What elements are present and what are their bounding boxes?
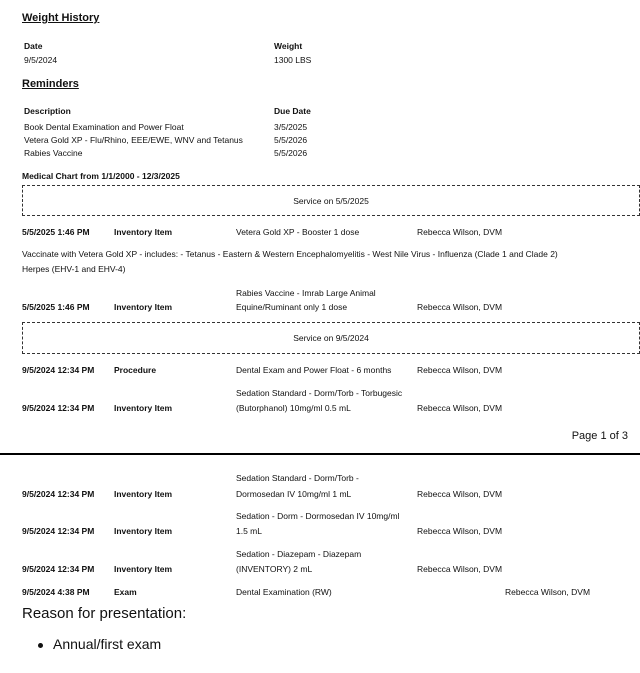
reminders-title: Reminders (22, 78, 79, 90)
entry-description: Dormosedan IV 10mg/ml 1 mL (236, 489, 352, 499)
entry-description: 1.5 mL (236, 526, 262, 536)
entry-datetime: 9/5/2024 12:34 PM (22, 365, 95, 375)
service-header (22, 322, 640, 354)
entry-description: Dental Examination (RW) (236, 587, 332, 597)
reminder-due: 5/5/2026 (274, 135, 308, 145)
weight-date-value: 9/5/2024 (24, 55, 58, 65)
reminder-description: Rabies Vaccine (24, 148, 83, 158)
entry-note: Vaccinate with Vetera Gold XP - includes: - Tetanus - Eastern & Western Encephalomyelitis - West Nile Virus - Influenza (Clade 1 and Clade 2) (22, 249, 558, 259)
entry-note: Herpes (EHV-1 and EHV-4) (22, 264, 126, 274)
entry-type: Exam (114, 587, 137, 597)
service-header (22, 185, 640, 216)
entry-datetime: 5/5/2025 1:46 PM (22, 227, 90, 237)
entry-provider: Rebecca Wilson, DVM (417, 526, 503, 536)
entry-datetime: 9/5/2024 12:34 PM (22, 526, 95, 536)
reminders-description-header: Description (24, 106, 71, 116)
service-label: Service on 5/5/2025 (293, 195, 369, 206)
entry-provider: Rebecca Wilson, DVM (417, 489, 503, 499)
reason-item-label: Annual/first exam (53, 636, 162, 652)
entry-type: Inventory Item (114, 526, 173, 536)
entry-description: Rabies Vaccine - Imrab Large Animal (236, 288, 376, 298)
reminder-description: Vetera Gold XP - Flu/Rhino, EEE/EWE, WNV and Tetanus (24, 135, 243, 145)
entry-provider: Rebecca Wilson, DVM (417, 403, 503, 413)
entry-description: Vetera Gold XP - Booster 1 dose (236, 227, 360, 237)
entry-datetime: 9/5/2024 4:38 PM (22, 587, 90, 597)
service-label: Service on 9/5/2024 (293, 333, 369, 343)
entry-datetime: 9/5/2024 12:34 PM (22, 564, 95, 574)
reason-heading: Reason for presentation: (22, 605, 187, 622)
reminder-due: 3/5/2025 (274, 122, 308, 132)
medical-chart-title: Medical Chart from 1/1/2000 - 12/3/2025 (22, 171, 180, 181)
entry-provider: Rebecca Wilson, DVM (505, 587, 591, 597)
entry-description: Sedation - Diazepam - Diazepam (236, 549, 362, 559)
entry-description: (INVENTORY) 2 mL (236, 564, 313, 574)
reminder-due: 5/5/2026 (274, 148, 308, 158)
entry-datetime: 5/5/2025 1:46 PM (22, 302, 90, 312)
entry-type: Procedure (114, 365, 157, 375)
entry-description: Sedation Standard - Dorm/Torb - (236, 473, 359, 483)
entry-provider: Rebecca Wilson, DVM (417, 564, 503, 574)
entry-type: Inventory Item (114, 227, 173, 237)
entry-description: Equine/Ruminant only 1 dose (236, 302, 348, 312)
entry-type: Inventory Item (114, 564, 173, 574)
reminder-description: Book Dental Examination and Power Float (24, 122, 184, 132)
entry-datetime: 9/5/2024 12:34 PM (22, 403, 95, 413)
weight-value: 1300 LBS (274, 55, 312, 65)
entry-description: Sedation Standard - Dorm/Torb - Torbugesic (236, 388, 403, 398)
entry-type: Inventory Item (114, 302, 173, 312)
entry-provider: Rebecca Wilson, DVM (417, 365, 503, 375)
entry-provider: Rebecca Wilson, DVM (417, 302, 503, 312)
entry-provider: Rebecca Wilson, DVM (417, 227, 503, 237)
entry-description: (Butorphanol) 10mg/ml 0.5 mL (236, 403, 351, 413)
reminders-due-header: Due Date (274, 106, 311, 116)
weight-history-title: Weight History (22, 12, 100, 24)
page-divider (0, 453, 640, 455)
weight-date-header: Date (24, 41, 43, 51)
entry-description: Dental Exam and Power Float - 6 months (236, 365, 392, 375)
entry-type: Inventory Item (114, 489, 173, 499)
entry-description: Sedation - Dorm - Dormosedan IV 10mg/ml (236, 511, 400, 521)
entry-type: Inventory Item (114, 403, 173, 413)
bullet-icon (38, 643, 43, 648)
entry-datetime: 9/5/2024 12:34 PM (22, 489, 95, 499)
reason-list-item (38, 636, 161, 652)
weight-value-header: Weight (274, 41, 303, 51)
page-number: Page 1 of 3 (571, 430, 628, 442)
